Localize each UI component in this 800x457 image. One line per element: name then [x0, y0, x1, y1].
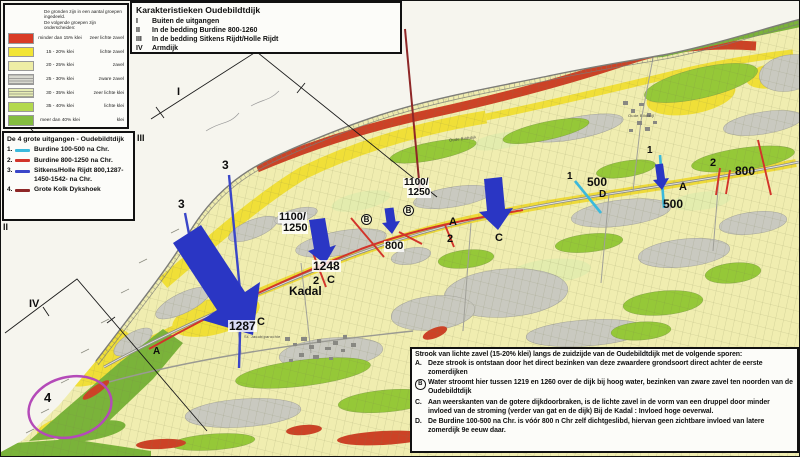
map-label: Oude Bildtzijl	[628, 113, 655, 118]
map-label: 2	[313, 275, 320, 287]
map-label: A	[679, 181, 687, 193]
karakteristieken-item-number: III	[136, 36, 142, 44]
uitgangen-item-label: Sitkens/Holle Rijdt 800,1287-1450-1542- na Chr.	[34, 167, 124, 183]
soil-name-label: zeer lichte zavel	[89, 35, 124, 41]
uitgangen-item-number: 3.	[7, 167, 13, 175]
soil-range-label: 35 - 40% klei	[46, 104, 74, 110]
map-label: 1100/	[404, 177, 429, 188]
soil-name-label: lichte zavel	[100, 49, 124, 55]
map-label: 1250	[408, 187, 431, 198]
map-label: I	[177, 86, 181, 98]
sporen-item	[415, 399, 794, 417]
karakteristieken-item-number: I	[136, 18, 138, 25]
uitgangen-item-number: 4.	[7, 186, 13, 194]
karakteristieken-item-label: In de bedding Burdine 800-1260	[152, 27, 258, 35]
map-label: 800	[735, 164, 756, 178]
uitgangen-title: De 4 grote uitgangen - Oudebildtdijk	[7, 136, 125, 143]
uitgangen-item	[7, 157, 131, 165]
soil-color-swatch	[8, 33, 34, 44]
karakteristieken-item-label: Buiten de uitgangen	[152, 18, 220, 25]
map-label: 1287	[229, 319, 256, 333]
soil-name-label: zavel	[112, 63, 124, 69]
sporen-item-letter: A.	[415, 360, 422, 367]
line-color-swatch	[15, 189, 30, 192]
sporen-box	[410, 347, 799, 453]
uitgangen-item	[7, 186, 131, 194]
map-label: II	[3, 222, 9, 232]
map-label: 1	[647, 145, 653, 156]
soil-legend	[3, 3, 129, 129]
sporen-item-letter: C.	[415, 398, 422, 406]
soil-name-label: zeer lichte klei	[93, 90, 124, 96]
line-color-swatch	[15, 149, 30, 152]
soil-range-label: minder dan 15% klei	[38, 35, 82, 41]
sporen-item	[415, 360, 794, 378]
soil-range-label: 30 - 35% klei	[46, 90, 74, 96]
karakteristieken-item-number: IV	[136, 45, 143, 53]
sporen-item-letter	[415, 379, 428, 397]
soil-legend-row	[8, 33, 124, 44]
karakteristieken-item-number: II	[136, 27, 140, 35]
soil-legend-row	[8, 47, 124, 58]
map-label: 4	[44, 390, 52, 405]
map-label: C	[257, 316, 265, 328]
map-label: 500	[587, 175, 608, 189]
soil-range-label: meer dan 40% klei	[40, 118, 80, 124]
line-color-swatch	[15, 170, 30, 173]
map-label: 800	[385, 240, 404, 252]
circled-b-marker: B	[403, 205, 414, 216]
map-label: 500	[663, 197, 684, 211]
map-label: C	[495, 232, 503, 244]
map-label: C	[327, 274, 335, 286]
soil-range-label: 25 - 30% klei	[46, 77, 74, 82]
map-label: 2	[710, 157, 717, 169]
map-label: Oude Bildtdijk	[448, 134, 477, 143]
uitgangen-legend	[2, 131, 135, 221]
karakteristieken-item-label: In de bedding Sitkens Rijdt/Holle Rijdt	[152, 36, 279, 44]
soil-name-label: zware zavel	[98, 77, 124, 82]
soil-name-label: lichte klei	[104, 104, 124, 110]
line-color-swatch	[15, 159, 30, 162]
soil-color-swatch	[8, 102, 34, 113]
soil-range-label: 20 - 25% klei	[46, 63, 74, 69]
map-label: 3	[178, 197, 185, 211]
soil-legend-intro: De gronden zijn in een aantal groepen ingedeeld.	[44, 9, 122, 19]
map-label: A	[449, 216, 457, 228]
soil-color-swatch	[8, 88, 34, 99]
map-label: 1	[567, 171, 573, 182]
soil-legend-row	[8, 74, 124, 85]
uitgangen-item-label: Burdine 800-1250 na Chr.	[34, 156, 113, 164]
map-label: 3	[222, 158, 229, 172]
soil-legend-intro: De volgende groepen zijn onderscheiden:	[44, 20, 97, 30]
uitgangen-item-number: 1.	[7, 146, 13, 153]
soil-legend-row	[8, 102, 124, 113]
karakteristieken-item	[136, 17, 396, 26]
uitgangen-item-number: 2.	[7, 156, 13, 164]
uitgangen-item-label: Grote Kolk Dykshoek	[34, 186, 101, 194]
map-label: III	[137, 133, 145, 143]
uitgangen-item	[7, 167, 131, 183]
map-label: D	[599, 189, 607, 200]
sporen-title: Strook van lichte zavel (15-20% klei) langs de zuidzijde van de Oudebildtdijk met de volgende sporen:	[415, 351, 743, 358]
sporen-item-text: Aan weerskanten van de gotere dijkdoorbraken, is de lichte zavel in de vorm van een druppel door minder invloed van de stroming (verder van gat en de dijk) Bij de Kadal : Invloed hoge oeverwal.	[428, 398, 770, 415]
karakteristieken-item	[136, 26, 396, 35]
map-label: 2	[447, 233, 454, 245]
karakteristieken-box	[130, 1, 402, 54]
map-label: IV	[29, 298, 40, 310]
map-label: St. Jacobiparochie	[244, 334, 281, 339]
soil-legend-row	[8, 115, 124, 126]
map-label: A	[153, 346, 161, 357]
sporen-items	[415, 360, 794, 436]
soil-legend-rows	[8, 33, 124, 126]
sporen-item	[415, 418, 794, 436]
sporen-item-text: Deze strook is ontstaan door het direct bezinken van deze zwaardere grondsoort direct achter de eerste zomerdijken	[428, 360, 763, 376]
soil-legend-row	[8, 88, 124, 99]
soil-color-swatch	[8, 115, 34, 126]
soil-color-swatch	[8, 61, 34, 72]
map-label: 1250	[283, 222, 308, 234]
soil-color-swatch	[8, 47, 34, 58]
circled-letter: B	[415, 379, 426, 390]
circled-b-marker: B	[361, 214, 372, 225]
map-label: Kadal	[289, 284, 322, 298]
soil-range-label: 15 - 20% klei	[46, 49, 74, 55]
sporen-item-letter: D.	[415, 418, 422, 426]
karakteristieken-items	[136, 17, 396, 53]
karakteristieken-item	[136, 44, 396, 53]
map-label: 1248	[313, 259, 340, 273]
sporen-item	[415, 379, 794, 397]
uitgangen-items	[7, 146, 131, 195]
karakteristieken-item	[136, 35, 396, 44]
soil-legend-row	[8, 61, 124, 72]
sporen-item-text: De Burdine 100-500 na Chr. is vóór 800 n Chr zelf dichtgeslibd, hiervan geen zichtbare invloed van latere zomerdijk 9e eeuw daar.	[428, 418, 765, 435]
map-label: 1100/	[279, 211, 306, 223]
sporen-item-text: Water stroomt hier tussen 1219 en 1260 over de dijk bij hoog water, bezinken van zware zavel ten noorden van de Oudebildtdijk	[428, 379, 793, 396]
karakteristieken-title: Karakteristieken Oudebildtdijk	[136, 5, 261, 15]
uitgangen-item-label: Burdine 100-500 na Chr.	[34, 146, 110, 153]
soil-color-swatch	[8, 74, 34, 85]
uitgangen-item	[7, 146, 131, 154]
karakteristieken-item-label: Armdijk	[152, 45, 179, 53]
soil-name-label: klei	[116, 118, 124, 124]
